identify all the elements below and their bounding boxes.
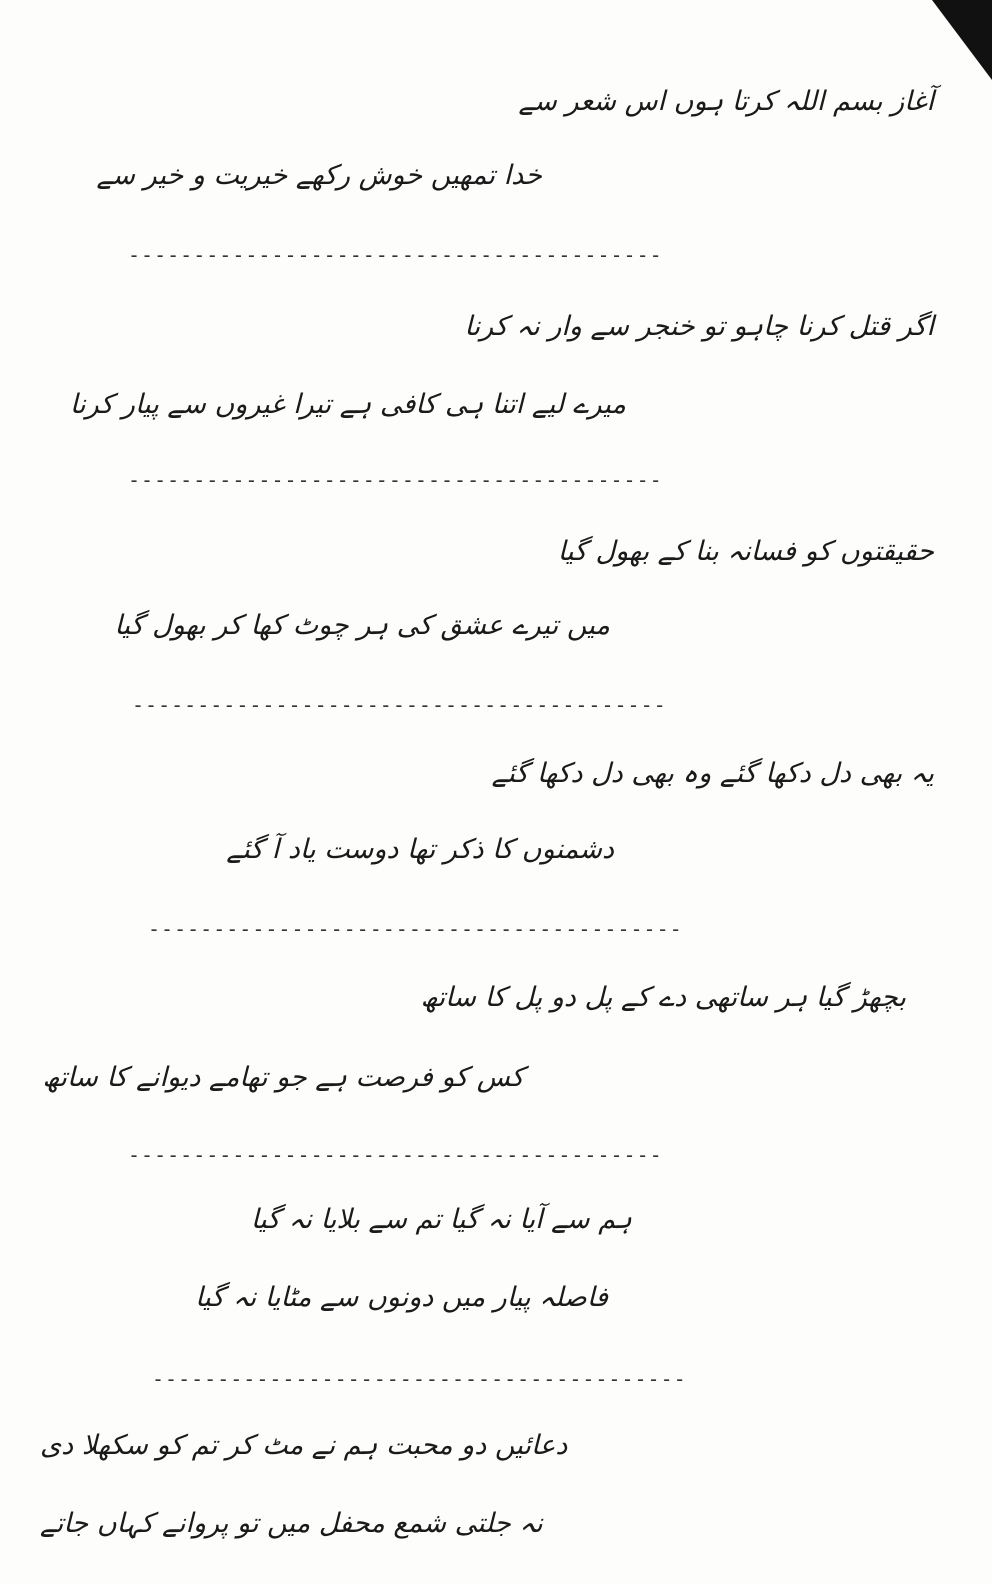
verse-3-line-1: حقیقتوں کو فسانہ بنا کے بھول گیا [557,536,934,567]
scan-corner-shadow [932,0,992,80]
verse-1-line-2: خدا تمھیں خوش رکھے خیریت و خیر سے [96,160,542,191]
separator-3: ----------------------------------------- [132,693,667,717]
separator-4: ----------------------------------------- [148,917,683,941]
verse-6-line-1: ہم سے آیا نہ گیا تم سے بلایا نہ گیا [250,1204,632,1235]
verse-7-line-2: نہ جلتی شمع محفل میں تو پروانے کہاں جاتے [40,1508,543,1539]
verse-6-line-2: فاصلہ پیار میں دونوں سے مٹایا نہ گیا [195,1282,608,1313]
verse-4-line-2: دشمنوں کا ذکر تھا دوست یاد آ گئے [226,834,614,865]
separator-5: ----------------------------------------- [128,1143,663,1167]
verse-2-line-2: میرے لیے اتنا ہی کافی ہے تیرا غیروں سے پیار کرنا [69,389,626,420]
verse-3-line-2: میں تیرے عشق کی ہر چوٹ کھا کر بھول گیا [114,610,610,641]
verse-1-line-1: آغاز بسم اللہ کرتا ہوں اس شعر سے [518,86,934,117]
verse-5-line-1: بچھڑ گیا ہر ساتھی دے کے پل دو پل کا ساتھ [420,982,906,1013]
separator-2: ----------------------------------------- [128,468,663,492]
verse-2-line-1: اگر قتل کرنا چاہو تو خنجر سے وار نہ کرنا [464,311,934,342]
verse-7-line-1: دعائیں دو محبت ہم نے مٹ کر تم کو سکھلا دی [40,1430,568,1461]
separator-6: ----------------------------------------- [152,1367,687,1391]
verse-5-line-2: کس کو فرصت ہے جو تھامے دیوانے کا ساتھ [42,1062,524,1093]
separator-1: ----------------------------------------- [128,243,663,267]
verse-4-line-1: یہ بھی دل دکھا گئے وہ بھی دل دکھا گئے [491,758,934,789]
